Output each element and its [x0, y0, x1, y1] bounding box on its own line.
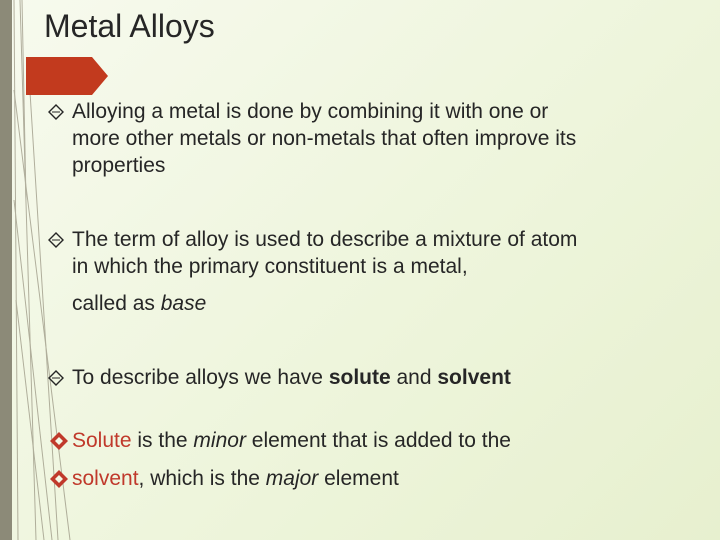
subpoint-text: , which is the — [138, 467, 266, 490]
filled-diamond-icon — [50, 432, 68, 450]
filled-diamond-icon — [50, 470, 68, 488]
bullet-text: The term of alloy is used to describe a mixture of atom — [72, 228, 578, 251]
bullet-text: To describe alloys we have — [72, 366, 329, 389]
subpoint-1 — [50, 427, 511, 454]
bullet-text: called as — [72, 292, 161, 315]
subpoint-text: element — [318, 467, 399, 490]
bold-solvent: solvent — [437, 366, 511, 389]
emphasis-base: base — [160, 292, 207, 315]
bullet-1-line-3: properties — [72, 154, 166, 177]
subpoint-red-term: Solute — [72, 429, 132, 452]
subpoint-red-term: solvent — [72, 467, 139, 490]
subpoint-text: is the — [131, 429, 194, 452]
bullet-1 — [48, 98, 678, 179]
bold-solute: solute — [328, 366, 391, 389]
subpoint-emphasis: major — [265, 467, 319, 490]
slide-title: Metal Alloys — [44, 8, 215, 44]
bullet-3 — [48, 364, 678, 391]
bullet-text: Alloying a metal is done by combining it with one or — [72, 100, 549, 123]
bullet-2-line-3 — [48, 290, 678, 317]
outline-diamond-icon — [48, 232, 64, 248]
bullet-2 — [48, 226, 678, 317]
bullet-3-line-1 — [48, 364, 678, 391]
subpoint-2 — [50, 465, 399, 492]
outline-diamond-icon — [48, 370, 64, 386]
title-accent-tab — [26, 57, 108, 95]
bullet-1-line-1 — [48, 98, 678, 125]
bullet-2-line-1 — [48, 226, 678, 253]
bullet-1-line-2: more other metals or non-metals that often improve its — [72, 127, 577, 150]
outline-diamond-icon — [48, 104, 64, 120]
subpoint-text: element that is added to the — [245, 429, 511, 452]
bullet-2-line-2: in which the primary constituent is a metal, — [72, 255, 468, 278]
subpoint-emphasis: minor — [193, 429, 246, 452]
bullet-text: and — [390, 366, 438, 389]
